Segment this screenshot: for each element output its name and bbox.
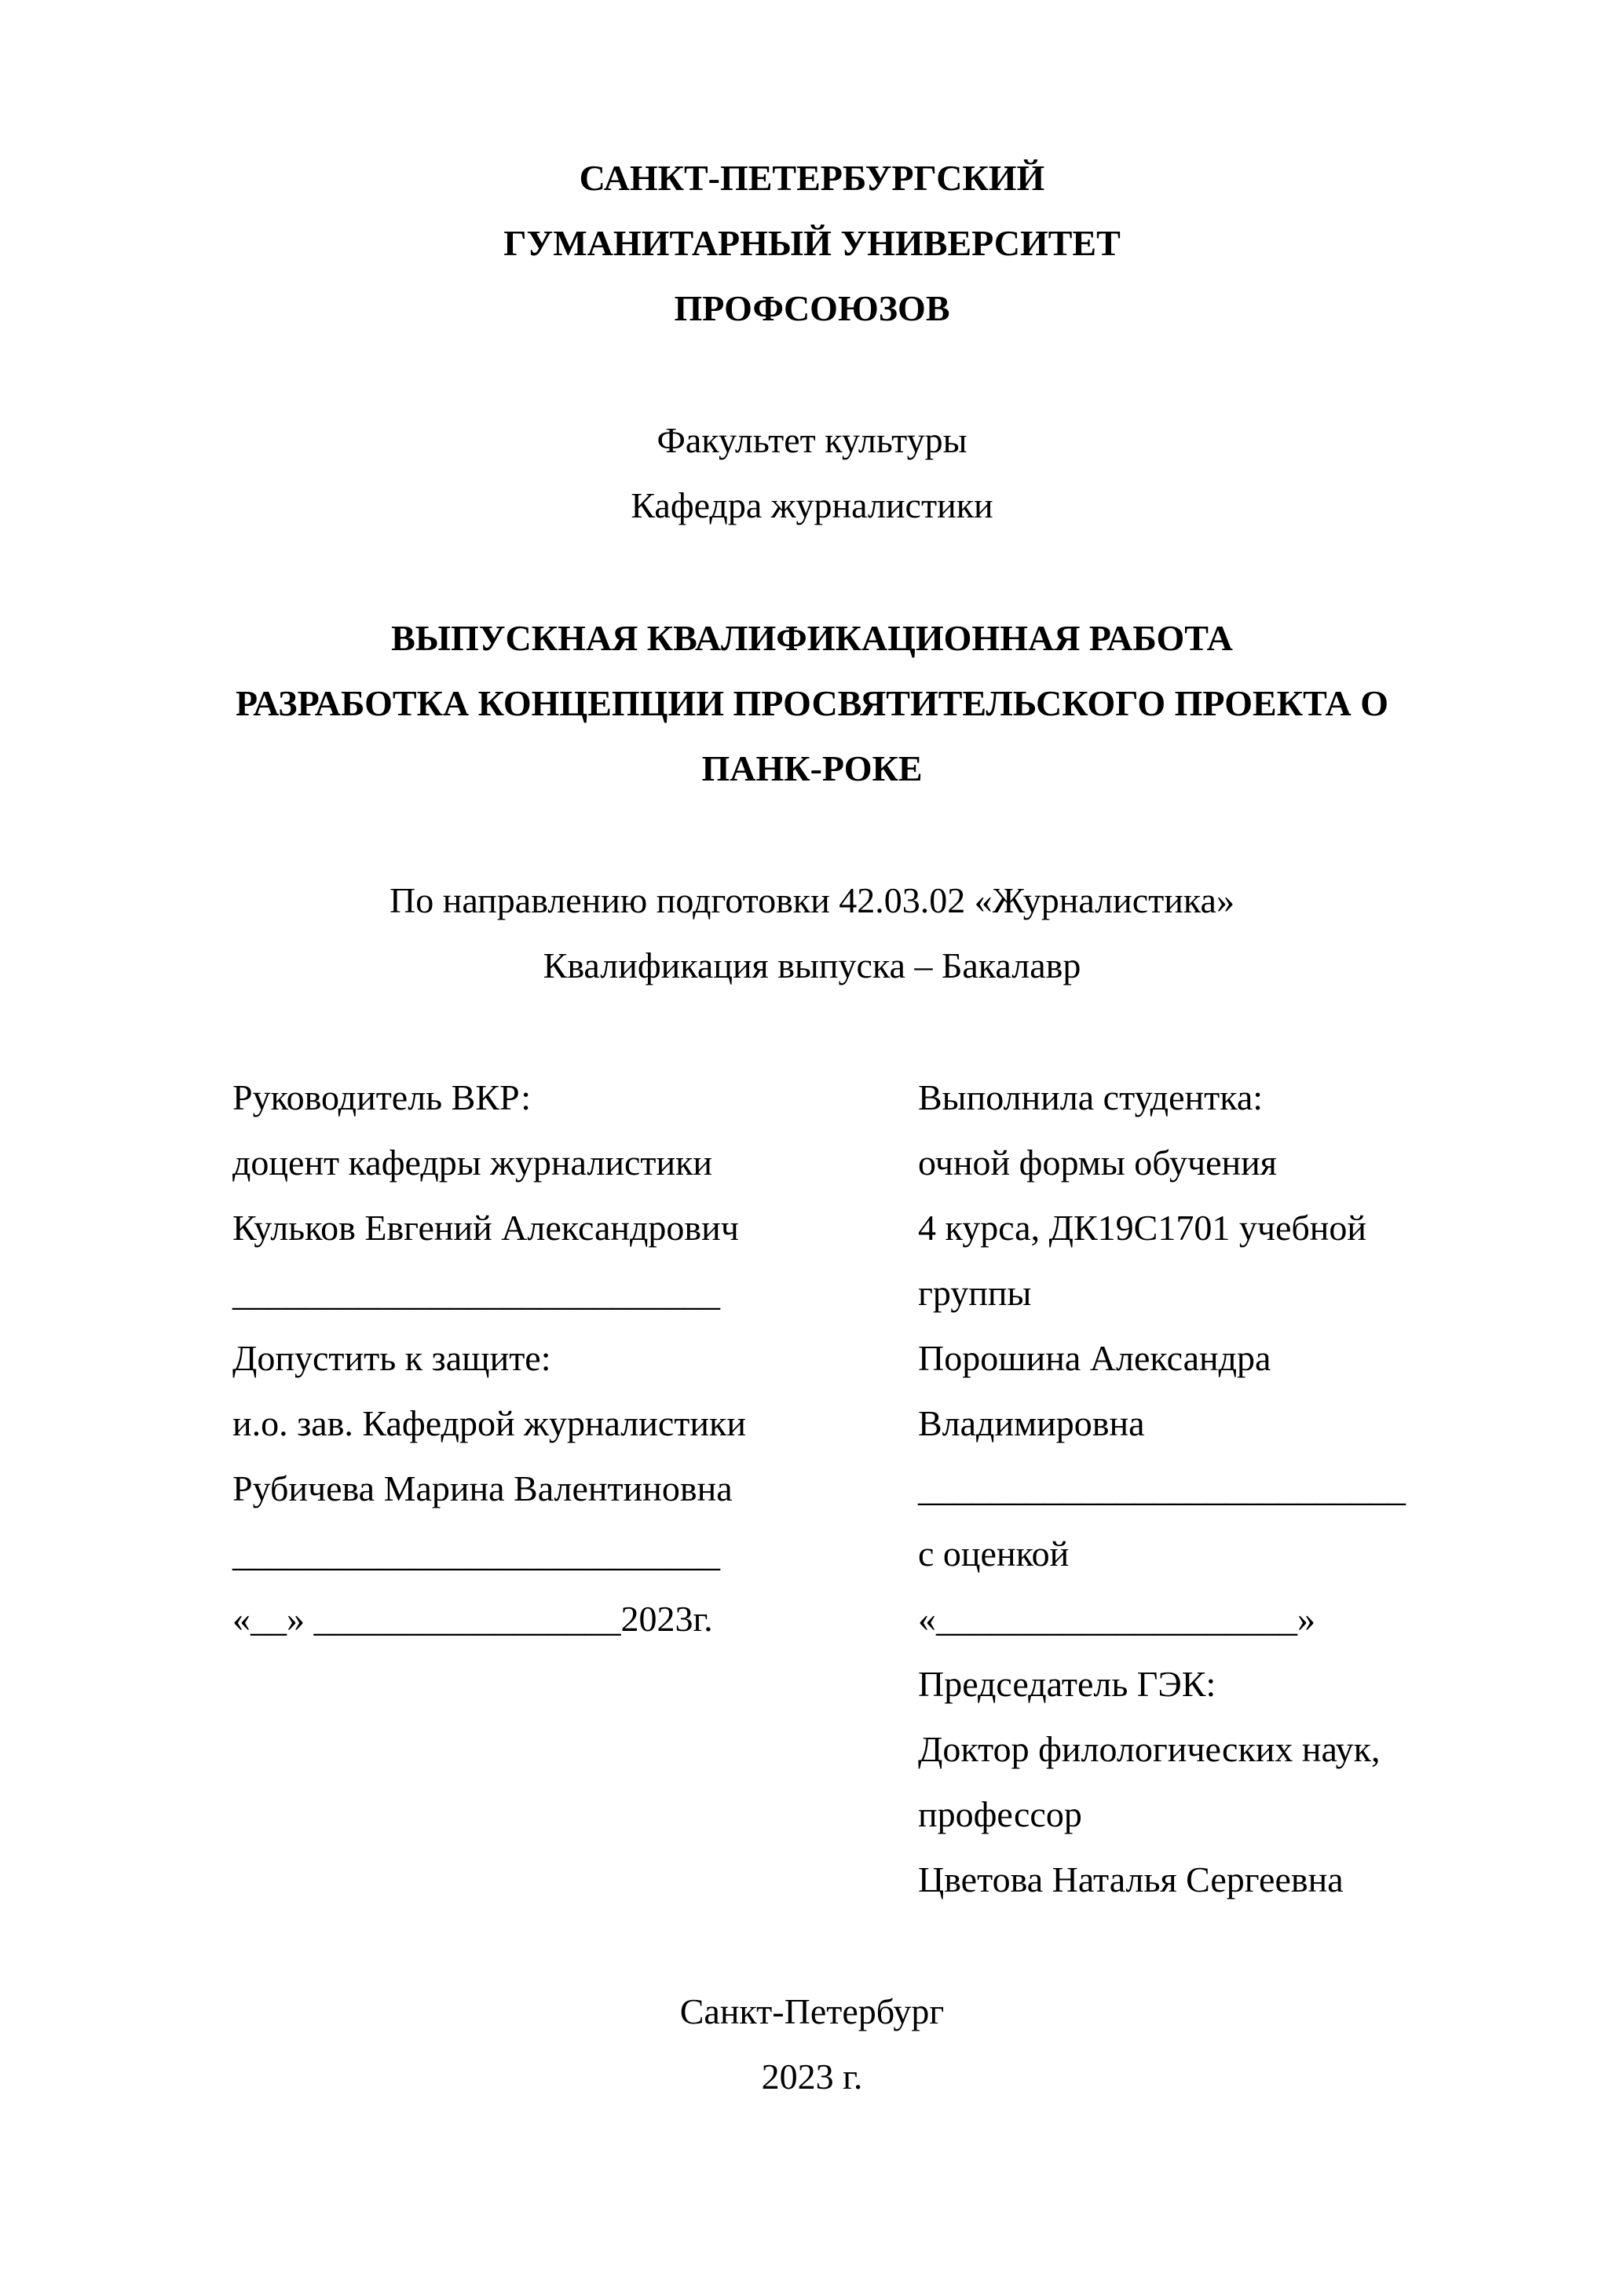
department-head-position: и.о. зав. Кафедрой журналистики [232,1403,746,1443]
study-direction: По направлению подготовки 42.03.02 «Журналистика» [390,880,1234,920]
supervisor-position: доцент кафедры журналистики [232,1143,713,1183]
course-group-line-1: 4 курса, ДК19С1701 учебной [918,1208,1367,1248]
course-group-line-2: группы [918,1273,1032,1313]
grade-label: с оценкой [918,1534,1070,1574]
supervisor-label: Руководитель ВКР: [232,1077,532,1117]
commission-chair-name: Цветова Наталья Сергеевна [918,1859,1344,1899]
student-name-line-2: Владимировна [918,1403,1145,1443]
study-form: очной формы обучения [918,1143,1277,1183]
university-name-line-2: ГУМАНИТАРНЫЙ УНИВЕРСИТЕТ [503,223,1121,263]
faculty-name: Факультет культуры [657,420,967,460]
student-signature-line: ___________________________ [918,1468,1406,1508]
department-head-signature-line: ___________________________ [232,1534,720,1574]
student-name-line-1: Порошина Александра [918,1338,1271,1378]
qualification: Квалификация выпуска – Бакалавр [543,945,1081,985]
admission-label: Допустить к защите: [232,1338,551,1378]
department-head-name: Рубичева Марина Валентиновна [232,1468,733,1508]
admission-date-line: «__» _________________2023г. [232,1599,713,1639]
year: 2023 г. [761,2057,863,2097]
city: Санкт-Петербург [679,1991,945,2031]
university-name-line-3: ПРОФСОЮЗОВ [674,288,950,328]
thesis-topic-line-2: ПАНК-РОКЕ [701,748,923,788]
commission-chair-label: Председатель ГЭК: [918,1664,1216,1704]
student-label: Выполнила студентка: [918,1077,1264,1117]
commission-chair-degree: Доктор филологических наук, [918,1729,1381,1769]
grade-blank: «____________________» [918,1599,1315,1639]
work-type-title: ВЫПУСКНАЯ КВАЛИФИКАЦИОННАЯ РАБОТА [391,618,1233,658]
supervisor-name: Кульков Евгений Александрович [232,1208,739,1248]
supervisor-signature-line: ___________________________ [232,1273,720,1313]
thesis-topic-line-1: РАЗРАБОТКА КОНЦЕПЦИИ ПРОСВЯТИТЕЛЬСКОГО ПРОЕКТА О [236,683,1388,723]
commission-chair-title: профессор [918,1794,1082,1834]
department-name: Кафедра журналистики [631,485,993,525]
university-name-line-1: САНКТ-ПЕТЕРБУРГСКИЙ [579,158,1045,198]
